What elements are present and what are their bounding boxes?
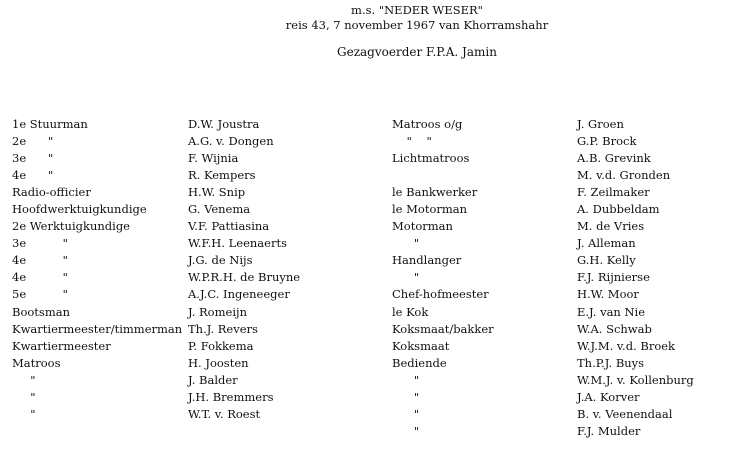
crew-name: J. Groen	[577, 117, 624, 131]
crew-name: W.T. v. Roest	[188, 406, 261, 421]
crew-name: M. de Vries	[577, 219, 645, 234]
crew-name: A.G. v. Dongen	[188, 134, 274, 149]
crew-role: Kwartiermeester	[12, 338, 111, 353]
left-roles-column	[12, 116, 187, 423]
crew-role: Matroos o/g	[392, 117, 463, 131]
crew-role: " "	[392, 134, 432, 149]
crew-name: R. Kempers	[188, 168, 256, 183]
crew-name: W.J.M. v.d. Broek	[577, 338, 676, 353]
crew-role: 2e "	[12, 134, 54, 149]
crew-name: J. Balder	[188, 372, 238, 387]
crew-name: J. Alleman	[577, 236, 636, 251]
crew-name: A.B. Grevink	[577, 151, 651, 166]
crew-name: V.F. Pattiasina	[188, 219, 270, 234]
crew-role: Lichtmatroos	[392, 151, 470, 166]
crew-role: "	[392, 389, 420, 404]
crew-name: P. Fokkema	[188, 338, 254, 353]
crew-name: H.W. Moor	[577, 287, 639, 302]
crew-role: "	[12, 406, 36, 421]
crew-name: A.J.C. Ingeneeger	[188, 287, 290, 302]
crew-name: W.F.H. Leenaerts	[188, 236, 287, 251]
ship-title: m.s. "NEDER WESER"	[351, 3, 483, 17]
crew-role: "	[12, 372, 36, 387]
crew-role: "	[12, 389, 36, 404]
crew-role: le Kok	[392, 304, 429, 319]
crew-role: 2e Werktuigkundige	[12, 219, 130, 234]
crew-role: 4e "	[12, 168, 54, 183]
crew-name: J.H. Bremmers	[188, 389, 274, 404]
crew-role: 4e "	[12, 253, 68, 268]
crew-name: G.P. Brock	[577, 134, 637, 149]
crew-name: M. v.d. Gronden	[577, 168, 671, 183]
crew-role: Handlanger	[392, 253, 462, 268]
crew-name: F. Wijnia	[188, 151, 239, 166]
crew-role: Koksmaat	[392, 338, 450, 353]
crew-role: Bootsman	[12, 304, 70, 319]
crew-name: D.W. Joustra	[188, 117, 260, 131]
crew-role: Chef-hofmeester	[392, 287, 489, 302]
crew-role: Hoofdwerktuigkundige	[12, 202, 147, 217]
crew-role: "	[392, 372, 420, 387]
captain-line: Gezagvoerder F.P.A. Jamin	[337, 45, 497, 59]
crew-role: "	[392, 236, 420, 251]
crew-role: 3e "	[12, 236, 68, 251]
crew-role: Matroos	[12, 355, 61, 370]
crew-role: "	[392, 406, 420, 421]
right-names-column	[577, 116, 747, 440]
crew-name: J. Romeijn	[188, 304, 247, 319]
right-roles-column	[392, 116, 567, 440]
crew-name: B. v. Veenendaal	[577, 406, 673, 421]
crew-name: W.M.J. v. Kollenburg	[577, 372, 694, 387]
crew-name: J.A. Korver	[577, 389, 640, 404]
crew-role: Koksmaat/bakker	[392, 321, 494, 336]
crew-name: E.J. van Nie	[577, 304, 646, 319]
crew-role: Bediende	[392, 355, 447, 370]
crew-name: W.P.R.H. de Bruyne	[188, 270, 301, 285]
crew-role: Radio-officier	[12, 185, 91, 200]
crew-role: Motorman	[392, 219, 453, 234]
crew-name: F.J. Rijnierse	[577, 270, 650, 285]
crew-role: 4e "	[12, 270, 68, 285]
crew-role: 1e Stuurman	[12, 117, 88, 131]
crew-role: Kwartiermeester/timmerman	[12, 321, 183, 336]
crew-name: Th.P.J. Buys	[577, 355, 645, 370]
voyage-line: reis 43, 7 november 1967 van Khorramshahr	[285, 18, 549, 32]
left-names-column	[188, 116, 388, 423]
crew-role: le Motorman	[392, 202, 468, 217]
crew-name: J.G. de Nijs	[188, 253, 253, 268]
crew-name: W.A. Schwab	[577, 321, 652, 336]
crew-name: F.J. Mulder	[577, 423, 641, 438]
crew-name: G. Venema	[188, 202, 251, 217]
crew-role: "	[392, 423, 420, 438]
crew-name: G.H. Kelly	[577, 253, 636, 268]
crew-role: le Bankwerker	[392, 185, 478, 200]
crew-name: H. Joosten	[188, 355, 249, 370]
crew-name: H.W. Snip	[188, 185, 246, 200]
crew-role: 3e "	[12, 151, 54, 166]
crew-role	[392, 167, 567, 184]
crew-role: 5e "	[12, 287, 68, 302]
crew-name: A. Dubbeldam	[577, 202, 660, 217]
crew-name: Th.J. Revers	[188, 321, 258, 336]
crew-name: F. Zeilmaker	[577, 185, 650, 200]
crew-role: "	[392, 270, 420, 285]
